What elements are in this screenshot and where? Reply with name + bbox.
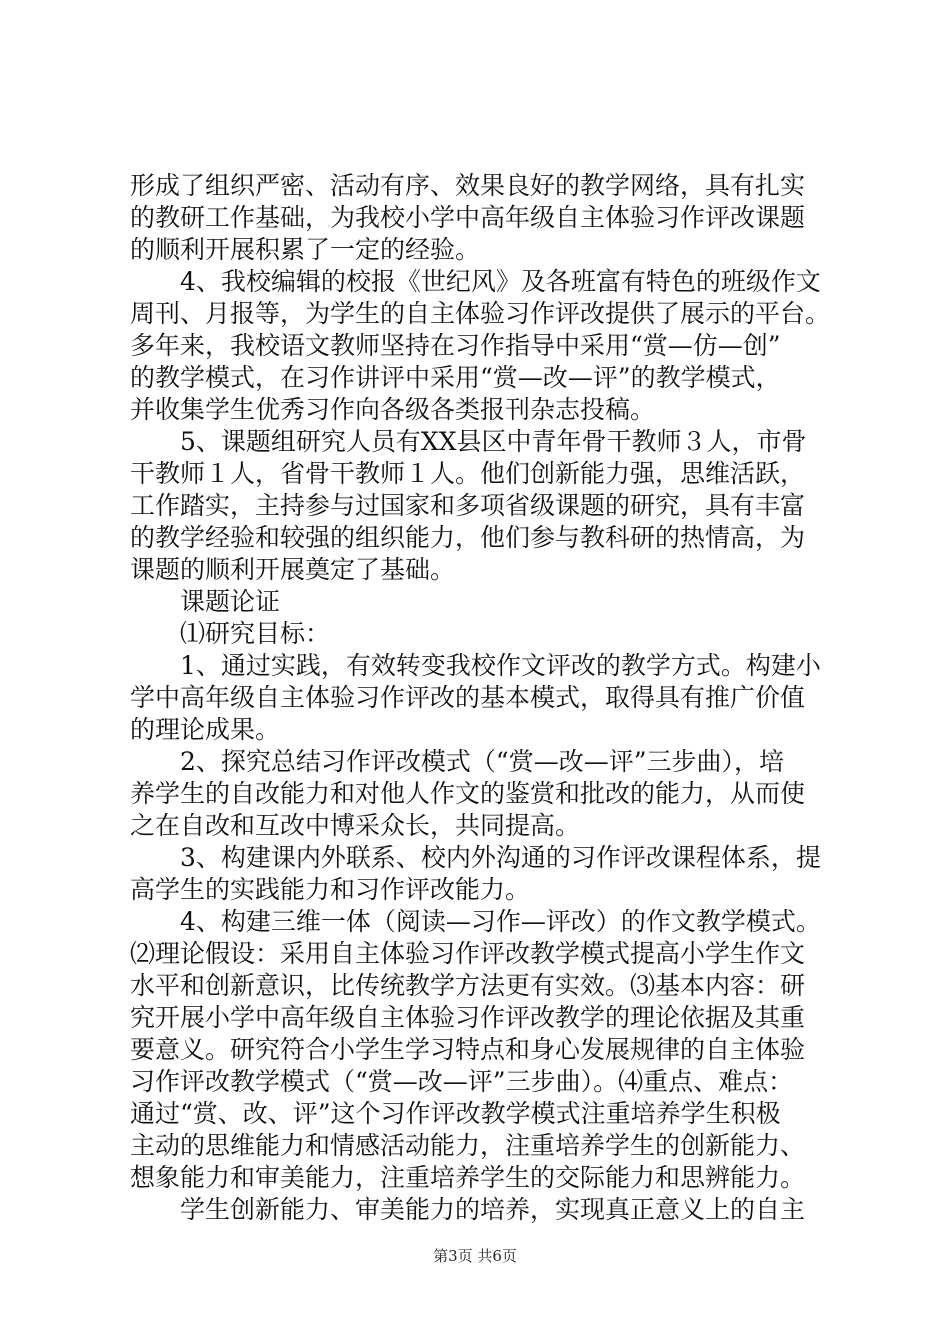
text-line: 的顺利开展积累了一定的经验。 (130, 235, 481, 264)
text-line: 水平和创新意识，比传统教学方法更有实效。⑶基本内容：研 (130, 971, 806, 1000)
text-line: 周刊、月报等，为学生的自主体验习作评改提供了展示的平台。 (130, 299, 831, 328)
text-line: 学中高年级自主体验习作评改的基本模式，取得具有推广价值 (130, 683, 806, 712)
text-line: 课题论证 (130, 587, 281, 616)
text-line: 高学生的实践能力和习作评改能力。 (130, 875, 531, 904)
text-line: 形成了组织严密、活动有序、效果良好的教学网络，具有扎实 (130, 171, 806, 200)
text-line: 并收集学生优秀习作向各级各类报刊杂志投稿。 (130, 395, 656, 424)
text-line: 的教学经验和较强的组织能力，他们参与教科研的热情高，为 (130, 523, 806, 552)
text-line: 主动的思维能力和情感活动能力，注重培养学生的创新能力、 (130, 1131, 806, 1160)
text-line: 习作评改教学模式（“赏—改—评”三步曲）。⑷重点、难点： (130, 1067, 794, 1096)
page-footer: 第3页 共6页 (433, 1247, 517, 1265)
text-line: 究开展小学中高年级自主体验习作评改教学的理论依据及其重 (130, 1003, 806, 1032)
text-line: 要意义。研究符合小学生学习特点和身心发展规律的自主体验 (130, 1035, 806, 1064)
text-line: 1、通过实践，有效转变我校作文评改的教学方式。构建小 (130, 651, 821, 680)
text-line: 4、构建三维一体（阅读—习作—评改）的作文教学模式。 (130, 907, 821, 936)
text-line: 想象能力和审美能力，注重培养学生的交际能力和思辨能力。 (130, 1163, 806, 1192)
text-line: 的教学模式，在习作讲评中采用“赏—改—评”的教学模式， (130, 363, 781, 392)
text-line: 之在自改和互改中博采众长，共同提高。 (130, 811, 581, 840)
text-line: 的教研工作基础，为我校小学中高年级自主体验习作评改课题 (130, 203, 806, 232)
text-line: ⑵理论假设：采用自主体验习作评改教学模式提高小学生作文 (130, 939, 806, 968)
text-line: 2、探究总结习作评改模式（“赏—改—评”三步曲），培 (130, 747, 784, 776)
body-text (130, 170, 842, 1226)
text-line: 5、课题组研究人员有XX县区中青年骨干教师３人，市骨 (130, 427, 807, 456)
text-line: ⑴研究目标： (130, 619, 331, 648)
text-line: 通过“赏、改、评”这个习作评改教学模式注重培养学生积极 (130, 1099, 781, 1128)
text-line: 4、我校编辑的校报《世纪风》及各班富有特色的班级作文 (130, 267, 821, 296)
text-line: 学生创新能力、审美能力的培养，实现真正意义上的自主 (130, 1195, 806, 1224)
text-line: 多年来，我校语文教师坚持在习作指导中采用“赏—仿—创” (130, 331, 781, 360)
text-line: 养学生的自改能力和对他人作文的鉴赏和批改的能力，从而使 (130, 779, 806, 808)
text-line: 工作踏实，主持参与过国家和多项省级课题的研究，具有丰富 (130, 491, 806, 520)
text-line: 干教师１人，省骨干教师１人。他们创新能力强，思维活跃， (130, 459, 806, 488)
text-line: 3、构建课内外联系、校内外沟通的习作评改课程体系，提 (130, 843, 821, 872)
text-line: 课题的顺利开展奠定了基础。 (130, 555, 456, 584)
text-line: 的理论成果。 (130, 715, 281, 744)
